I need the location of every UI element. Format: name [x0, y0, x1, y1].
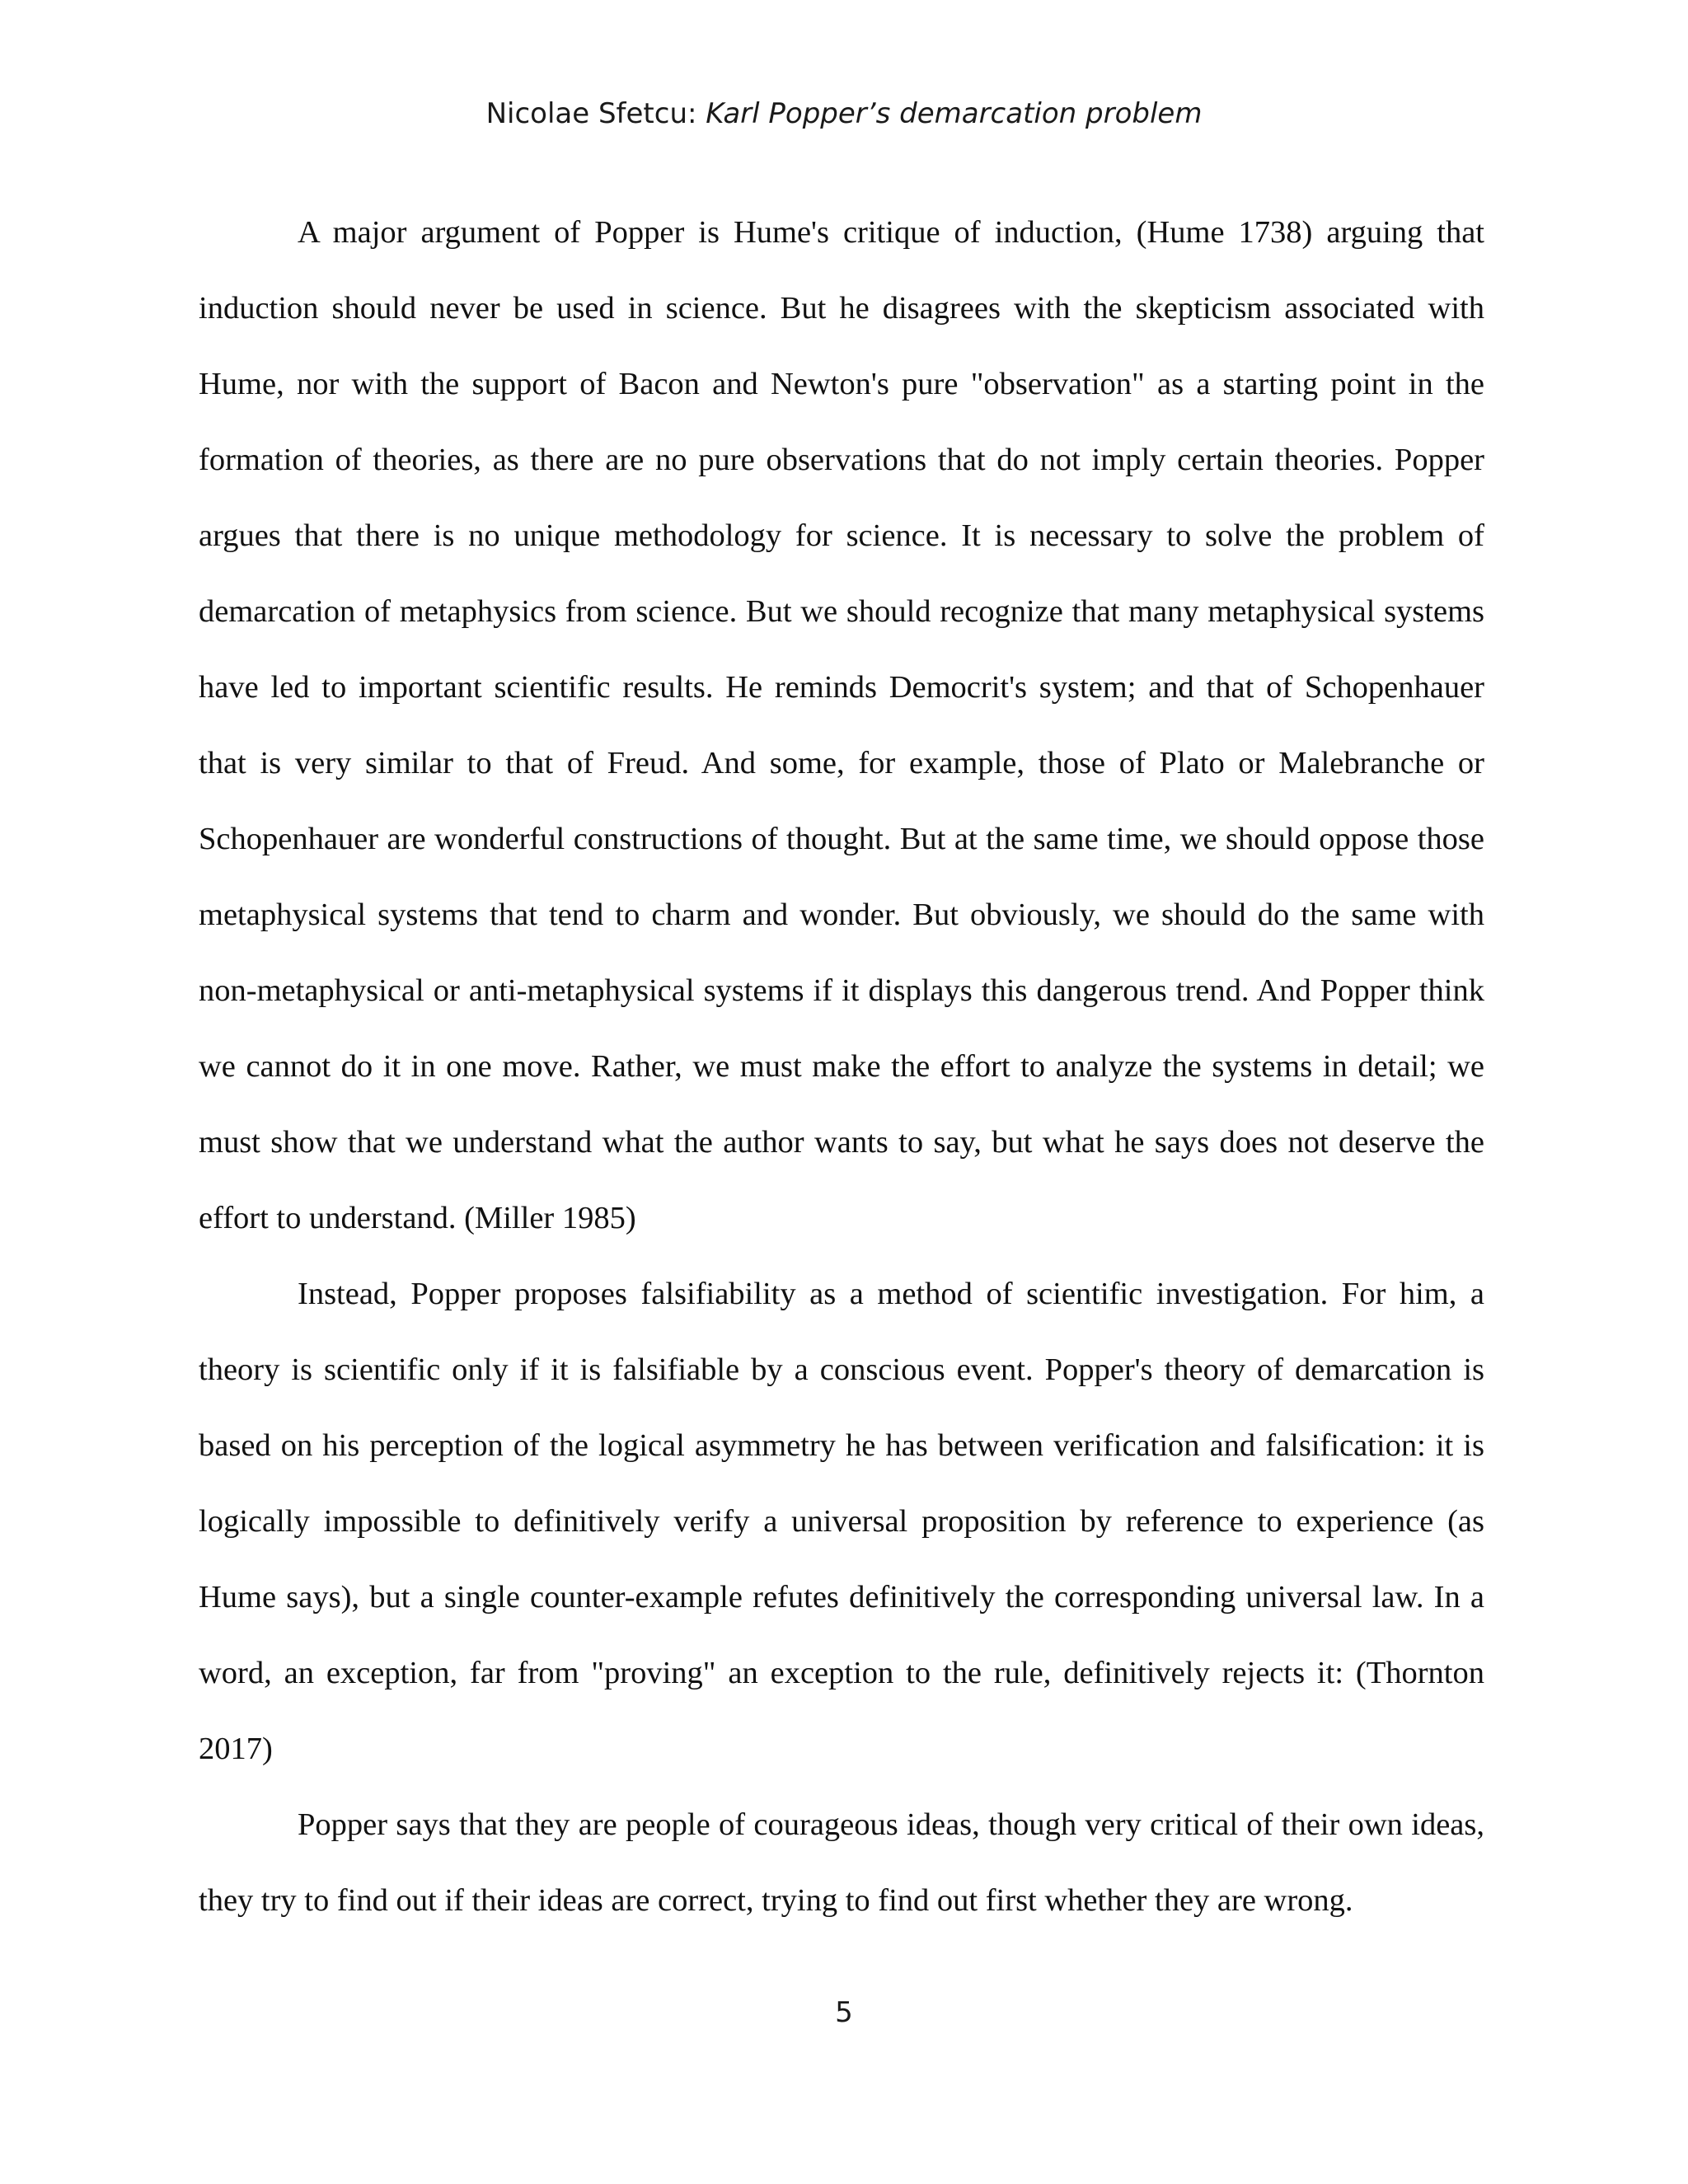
body-text: [199, 194, 1484, 1938]
paragraph-1: A major argument of Popper is Hume's critique of induction, (Hume 1738) arguing that induction should never be used in science. But he disagrees with the skepticism associated with Hume, nor with the support of Bacon and Newton's pure "observation" as a starting point in the formation of theories, as there are no pure observations that do not imply certain theories. Popper argues that there is no unique methodology for science. It is necessary to solve the problem of demarcation of metaphysics from science. But we should recognize that many metaphysical systems have led to important scientific results. He reminds Democrit's system; and that of Schopenhauer that is very similar to that of Freud. And some, for example, those of Plato or Malebranche or Schopenhauer are wonderful constructions of thought. But at the same time, we should oppose those metaphysical systems that tend to charm and wonder. But obviously, we should do the same with non-metaphysical or anti-metaphysical systems if it displays this dangerous trend. And Popper think we cannot do it in one move. Rather, we must make the effort to analyze the systems in detail; we must show that we understand what the author wants to say, but what he says does not deserve the effort to understand. (Miller 1985): [199, 215, 1484, 1235]
header-title: Karl Popper’s demarcation problem: [706, 97, 1203, 130]
paragraph-2: Instead, Popper proposes falsifiability as a method of scientific investigation. For him, a theory is scientific only if it is falsifiable by a conscious event. Popper's theory of demarcation is based on his perception of the logical asymmetry he has between verification and falsification: it is logically impossible to definitively verify a universal proposition by reference to experience (as Hume says), but a single counter-example refutes definitively the corresponding universal law. In a word, an exception, far from "proving" an exception to the rule, definitively rejects it: (Thornton 2017): [199, 1277, 1484, 1766]
running-header: [0, 97, 1688, 130]
paragraph-3: Popper says that they are people of courageous ideas, though very critical of their own ideas, they try to find out if their ideas are correct, trying to find out first whether they are wrong.: [199, 1807, 1484, 1918]
page-number: 5: [835, 1996, 853, 2029]
header-author: Nicolae Sfetcu:: [485, 97, 697, 130]
